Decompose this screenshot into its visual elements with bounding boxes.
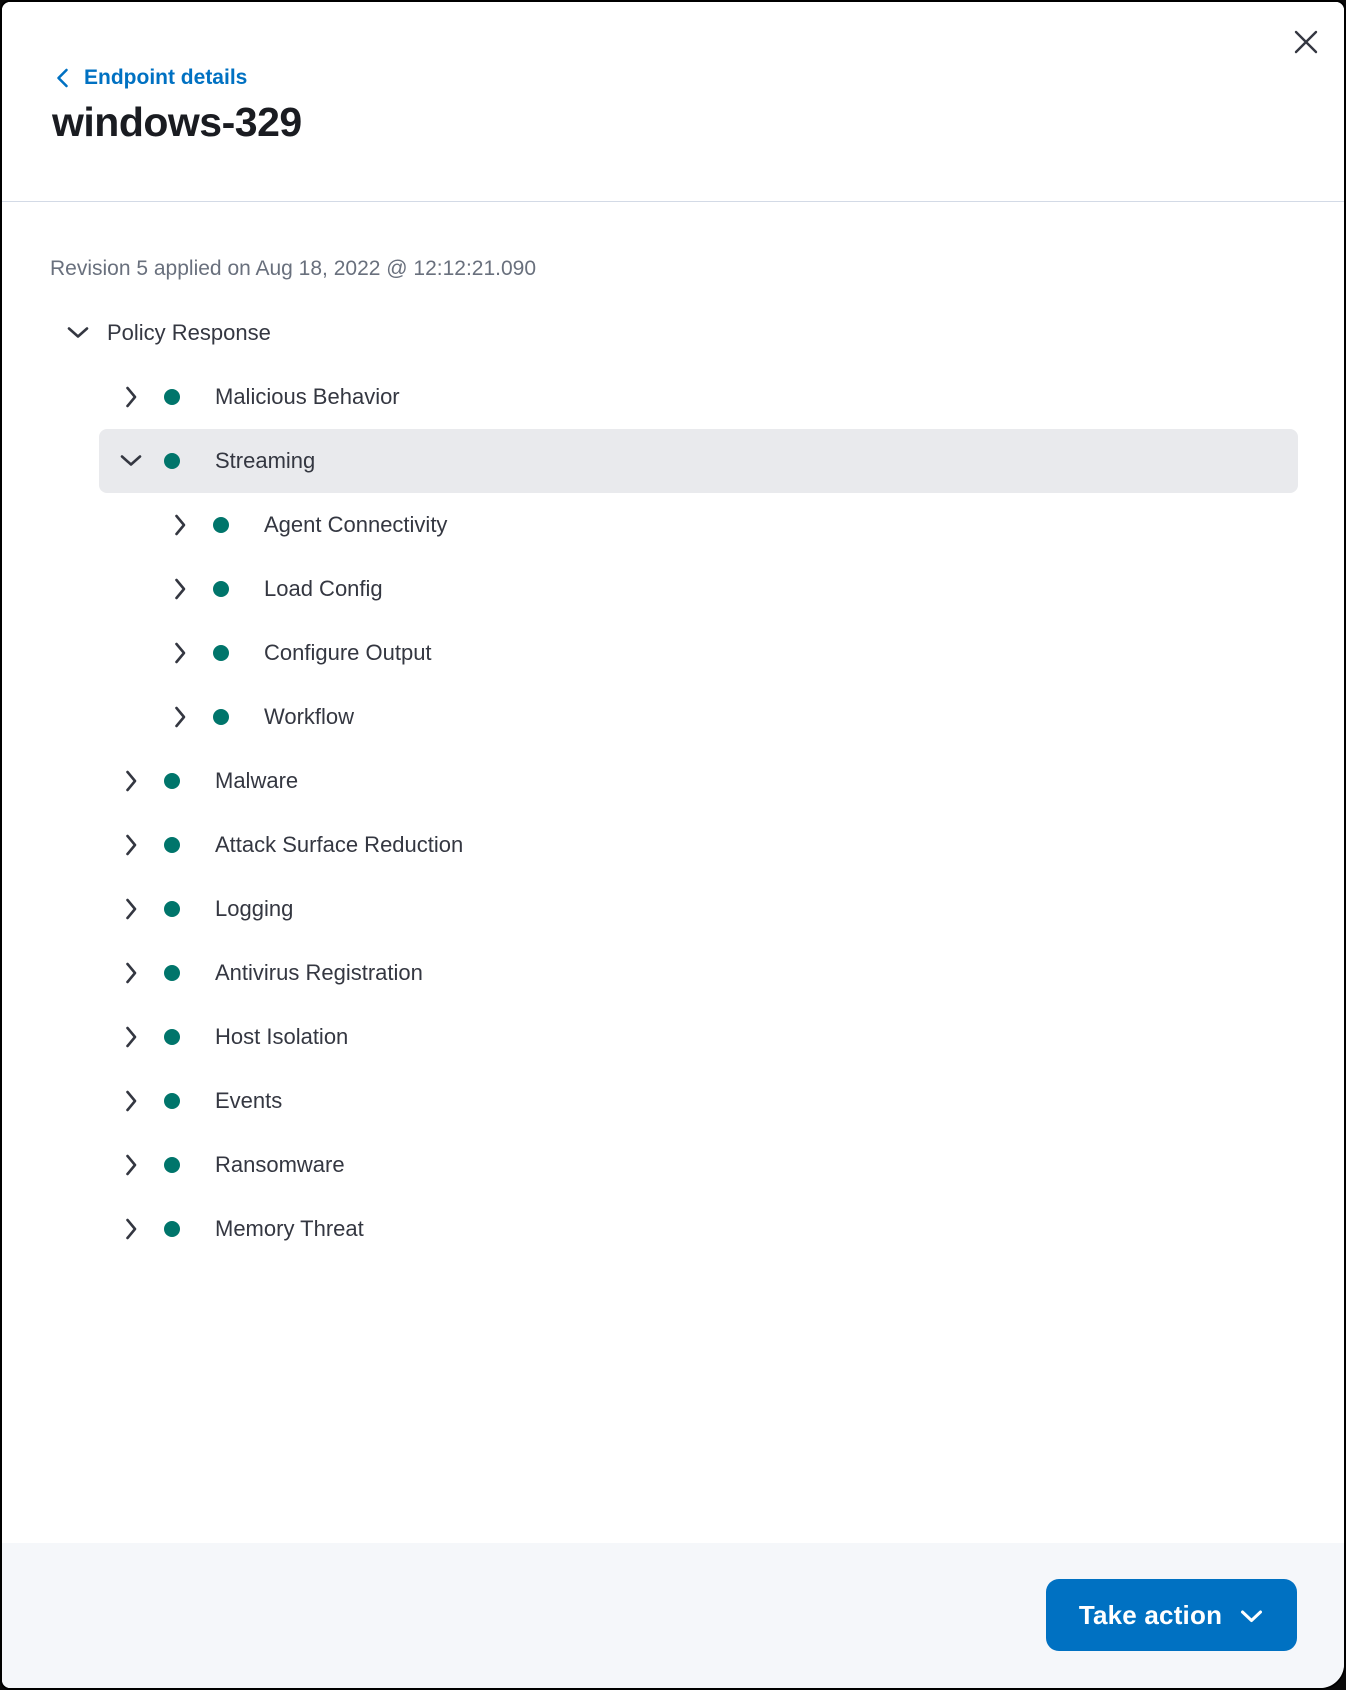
tree-item-label: Malware xyxy=(215,768,299,793)
flyout-footer xyxy=(2,1543,1344,1688)
revision-text: Revision 5 applied on Aug 18, 2022 @ 12:12:21.090 xyxy=(50,257,537,280)
status-dot-icon xyxy=(164,965,180,981)
chevron-down-icon[interactable] xyxy=(118,447,144,475)
status-dot-icon xyxy=(213,517,229,533)
tree-item-label: Logging xyxy=(215,896,294,921)
tree-item-label: Agent Connectivity xyxy=(264,512,448,537)
status-dot-icon xyxy=(213,709,229,725)
back-link[interactable] xyxy=(55,64,247,92)
tree-item-load-config[interactable] xyxy=(99,557,1298,621)
chevron-down-icon xyxy=(1239,1606,1264,1624)
tree-item-memory-threat[interactable] xyxy=(99,1197,1298,1261)
chevron-right-icon[interactable] xyxy=(167,575,193,603)
tree-item-label: Malicious Behavior xyxy=(215,384,400,409)
chevron-down-icon[interactable] xyxy=(65,319,91,347)
chevron-right-icon[interactable] xyxy=(118,831,144,859)
tree-item-label: Ransomware xyxy=(215,1152,345,1177)
status-dot-icon xyxy=(213,581,229,597)
header-divider xyxy=(2,201,1344,202)
status-dot-icon xyxy=(164,1093,180,1109)
tree-item-streaming[interactable] xyxy=(99,429,1298,493)
status-dot-icon xyxy=(164,1221,180,1237)
page-title: windows-329 xyxy=(52,99,302,145)
status-dot-icon xyxy=(164,773,180,789)
tree-item-label: Policy Response xyxy=(107,320,271,345)
chevron-right-icon[interactable] xyxy=(118,767,144,795)
back-link-label: Endpoint details xyxy=(84,66,248,89)
status-dot-icon xyxy=(164,389,180,405)
tree-item-malware[interactable] xyxy=(99,749,1298,813)
tree-item-label: Antivirus Registration xyxy=(215,960,423,985)
status-dot-icon xyxy=(164,453,180,469)
tree-item-antivirus-registration[interactable] xyxy=(99,941,1298,1005)
tree-item-label: Events xyxy=(215,1088,283,1113)
tree-item-label: Memory Threat xyxy=(215,1216,364,1241)
tree-item-ransomware[interactable] xyxy=(99,1133,1298,1197)
take-action-label: Take action xyxy=(1078,1599,1223,1630)
take-action-button[interactable] xyxy=(1046,1579,1297,1651)
policy-response-tree xyxy=(99,301,1298,1261)
close-button[interactable] xyxy=(1290,27,1322,59)
chevron-right-icon[interactable] xyxy=(118,1215,144,1243)
tree-item-policy-response[interactable] xyxy=(65,301,1298,365)
tree-item-workflow[interactable] xyxy=(99,685,1298,749)
close-icon xyxy=(1293,29,1319,58)
chevron-right-icon[interactable] xyxy=(118,1087,144,1115)
chevron-right-icon[interactable] xyxy=(167,511,193,539)
tree-item-agent-connectivity[interactable] xyxy=(99,493,1298,557)
tree-item-host-isolation[interactable] xyxy=(99,1005,1298,1069)
tree-item-label: Streaming xyxy=(215,448,316,473)
chevron-right-icon[interactable] xyxy=(118,895,144,923)
chevron-right-icon[interactable] xyxy=(118,383,144,411)
chevron-right-icon[interactable] xyxy=(167,639,193,667)
flyout-header xyxy=(2,2,1344,201)
chevron-right-icon[interactable] xyxy=(118,1151,144,1179)
tree-item-logging[interactable] xyxy=(99,877,1298,941)
chevron-left-icon xyxy=(55,66,70,90)
tree-item-label: Load Config xyxy=(264,576,383,601)
tree-item-label: Attack Surface Reduction xyxy=(215,832,464,857)
status-dot-icon xyxy=(164,837,180,853)
status-dot-icon xyxy=(164,901,180,917)
chevron-right-icon[interactable] xyxy=(118,959,144,987)
chevron-right-icon[interactable] xyxy=(118,1023,144,1051)
tree-item-configure-output[interactable] xyxy=(99,621,1298,685)
tree-item-attack-surface-reduction[interactable] xyxy=(99,813,1298,877)
tree-item-events[interactable] xyxy=(99,1069,1298,1133)
status-dot-icon xyxy=(164,1029,180,1045)
tree-item-label: Configure Output xyxy=(264,640,432,665)
chevron-right-icon[interactable] xyxy=(167,703,193,731)
status-dot-icon xyxy=(213,645,229,661)
status-dot-icon xyxy=(164,1157,180,1173)
tree-item-label: Host Isolation xyxy=(215,1024,349,1049)
tree-item-malicious-behavior[interactable] xyxy=(99,365,1298,429)
tree-item-label: Workflow xyxy=(264,704,355,729)
